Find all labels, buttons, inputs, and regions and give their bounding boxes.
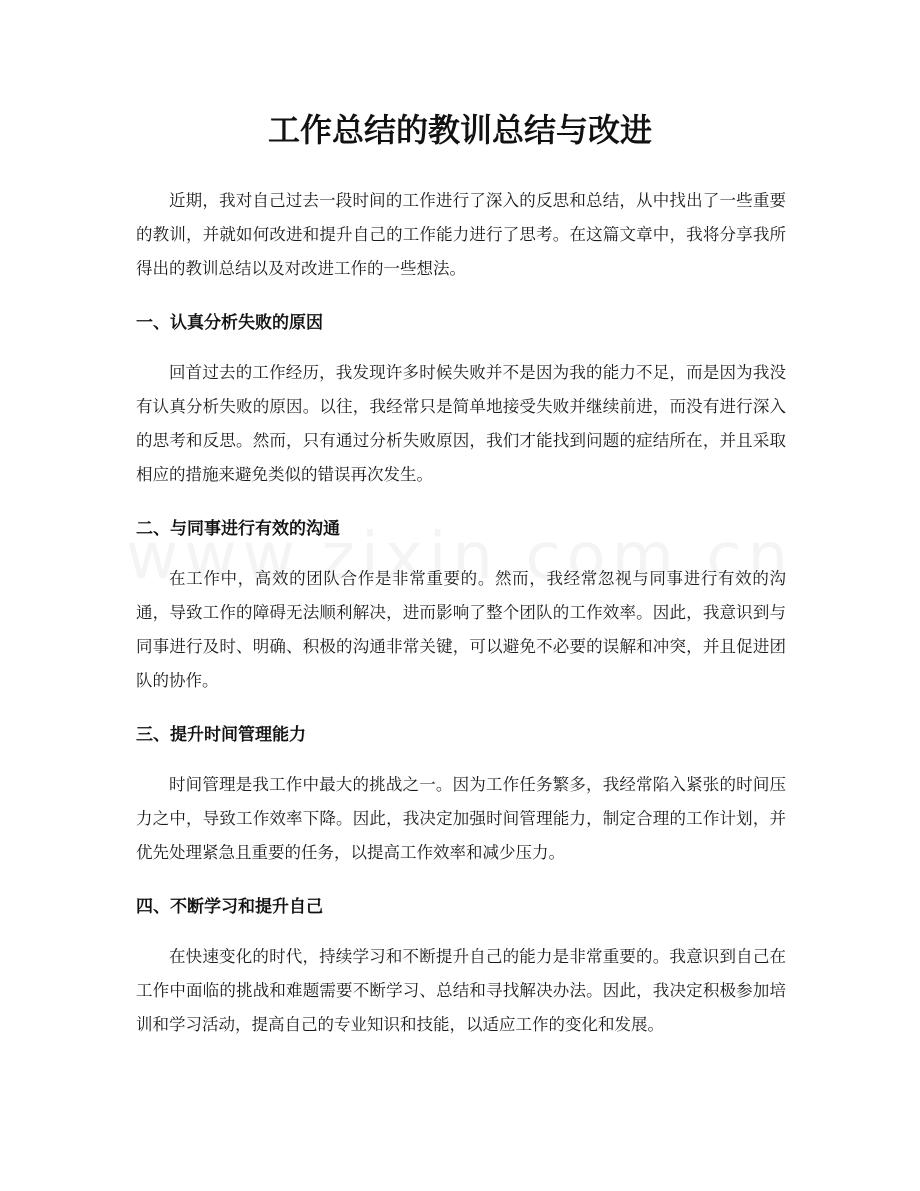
section-heading-1: 一、认真分析失败的原因: [136, 313, 323, 333]
section-paragraph-2: 在工作中，高效的团队合作是非常重要的。然而，我经常忽视与同事进行有效的沟通，导致工作的障碍无法顺利解决，进而影响了整个团队的工作效率。因此，我意识到与同事进行及时、明确、积极的沟通非常关键，可以避免不必要的误解和冲突，并且促进团队的协作。: [136, 569, 786, 690]
page-title: 工作总结的教训总结与改进: [267, 111, 652, 149]
section-paragraph-3: 时间管理是我工作中最大的挑战之一。因为工作任务繁多，我经常陷入紧张的时间压力之中，导致工作效率下降。因此，我决定加强时间管理能力，制定合理的工作计划，并优先处理紧急且重要的任务，以提高工作效率和减少压力。: [136, 775, 786, 862]
section-heading-4: 四、不断学习和提升自己: [136, 897, 323, 917]
section-paragraph-4: 在快速变化的时代，持续学习和不断提升自己的能力是非常重要的。我意识到自己在工作中面临的挑战和难题需要不断学习、总结和寻找解决办法。因此，我决定积极参加培训和学习活动，提高自己的专业知识和技能，以适应工作的变化和发展。: [136, 947, 786, 1034]
section-heading-3: 三、提升时间管理能力: [136, 725, 306, 745]
section-paragraph-1: 回首过去的工作经历，我发现许多时候失败并不是因为我的能力不足，而是因为我没有认真分析失败的原因。以往，我经常只是简单地接受失败并继续前进，而没有进行深入的思考和反思。然而，只有通过分析失败原因，我们才能找到问题的症结所在，并且采取相应的措施来避免类似的错误再次发生。: [136, 363, 786, 484]
document-body: [136, 184, 786, 1062]
section-heading-2: 二、与同事进行有效的沟通: [136, 519, 340, 539]
intro-paragraph: 近期，我对自己过去一段时间的工作进行了深入的反思和总结，从中找出了一些重要的教训，并就如何改进和提升自己的工作能力进行了思考。在这篇文章中，我将分享我所得出的教训总结以及对改进工作的一些想法。: [136, 191, 786, 278]
